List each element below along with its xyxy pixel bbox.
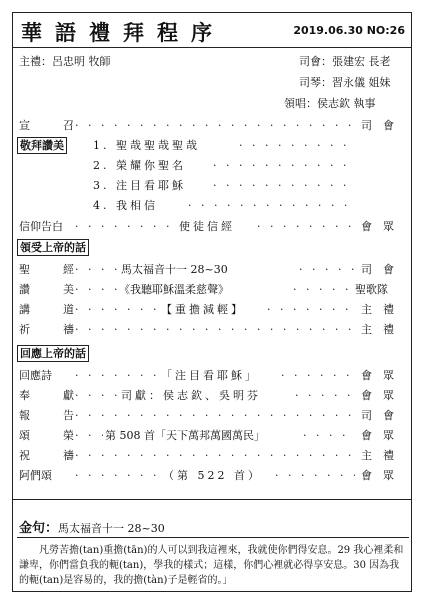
row-right: 主 禮 (361, 323, 394, 336)
leader-dots (75, 323, 355, 337)
prelude-right: 司 會 (361, 119, 394, 132)
pianist: 司琴：習永儀 姐妹 (299, 76, 391, 89)
row-middle: 馬太福音十一 28~30 (121, 263, 228, 276)
row-middle: 【重擔減輕】 (161, 303, 245, 316)
leader-dots (75, 220, 175, 234)
host: 司會：張建宏 長老 (299, 55, 391, 68)
leader-dots (213, 179, 354, 193)
issue-date: 2019.06.30 NO:26 (293, 24, 405, 37)
row-label: 奉 獻 (19, 389, 85, 402)
row-middle: 「注目看耶穌」 (161, 369, 259, 382)
leader-dots (281, 369, 355, 383)
row-right: 會 眾 (361, 469, 394, 482)
song-3: 3. 注目看耶穌 (93, 179, 186, 192)
section-heading: 回應上帝的話 (17, 345, 89, 362)
row-label: 講 道 (19, 303, 85, 316)
leader-dots (213, 159, 354, 173)
row-label: 祈 禱 (19, 323, 85, 336)
row-label: 聖 經 (19, 263, 85, 276)
divider (13, 499, 411, 500)
verse-label (19, 517, 165, 536)
row-middle: （第 522 首） (163, 469, 262, 482)
leader-dots (303, 429, 355, 443)
leader-dots (75, 263, 119, 277)
leader-dots (75, 119, 355, 133)
row-right: 主 禮 (361, 449, 394, 462)
song-1: 1. 聖哉聖哉聖哉 (93, 139, 200, 152)
leader-dots (75, 369, 159, 383)
page-title: 華語禮拜程序 (21, 20, 225, 45)
row-right: 司 會 (361, 409, 394, 422)
section-heading: 領受上帝的話 (17, 239, 89, 256)
song-4: 4. 我相信 (93, 199, 158, 212)
leader-dots (75, 389, 119, 403)
leader-dots (267, 303, 355, 317)
worship-lead: 領唱：侯志欽 執事 (284, 97, 376, 110)
verse-text: 凡勞苦擔(tan)重擔(tān)的人可以到我這裡來，我就使你們得安息。29 我心裡柔和謙卑，你們當負我的軛(tan)，學我的樣式；這樣，你們心裡就必得享安息。30 因為我的軛(tan)是容易的，我的擔(tàn)子是輕省的。」 (19, 545, 404, 586)
leader-dots (75, 409, 355, 423)
verse-label-text: 金句： (19, 521, 59, 536)
row-right: 會 眾 (361, 429, 394, 442)
row-right: 主 禮 (361, 303, 394, 316)
divider (17, 537, 409, 538)
row-middle: 第 508 首「天下萬邦萬國萬民」 (105, 429, 265, 442)
leader-dots (293, 283, 349, 297)
row-right: 司 會 (361, 263, 394, 276)
leader-dots (75, 283, 119, 297)
row-label: 讚 美 (19, 283, 85, 296)
leader-dots (188, 199, 354, 213)
row-middle: 司獻：侯志欽、吳明芬 (121, 389, 261, 402)
leader-dots (257, 220, 355, 234)
title-row (13, 13, 411, 48)
leader-dots (75, 303, 159, 317)
row-middle: 《我聽耶穌溫柔慈聲》 (119, 283, 229, 296)
song-2: 2. 榮耀你聖名 (93, 159, 186, 172)
row-label: 回應詩 (19, 369, 52, 382)
row-label: 報 告 (19, 409, 85, 422)
row-right: 聖歌隊 (355, 283, 388, 296)
row-right: 會 眾 (361, 369, 394, 382)
preacher: 主禮：呂忠明 牧師 (19, 55, 111, 68)
row-label: 阿們頌 (19, 469, 52, 482)
row-label: 頌 榮 (19, 429, 85, 442)
praise-label: 敬拜讚美 (17, 137, 67, 154)
row-right: 會 眾 (361, 389, 394, 402)
creed-label: 信仰告白 (19, 220, 63, 233)
leader-dots (75, 449, 355, 463)
creed-right: 會 眾 (361, 220, 394, 233)
leader-dots (299, 263, 355, 277)
prelude-label: 宣 召 (19, 119, 85, 132)
leader-dots (275, 469, 355, 483)
leader-dots (75, 429, 103, 443)
leader-dots (75, 469, 161, 483)
creed-middle: 使徒信經 (179, 220, 235, 233)
verse-ref: 馬太福音十一 28~30 (58, 522, 165, 535)
leader-dots (239, 139, 354, 153)
row-label: 祝 禱 (19, 449, 85, 462)
bulletin-frame (12, 12, 412, 592)
leader-dots (295, 389, 355, 403)
